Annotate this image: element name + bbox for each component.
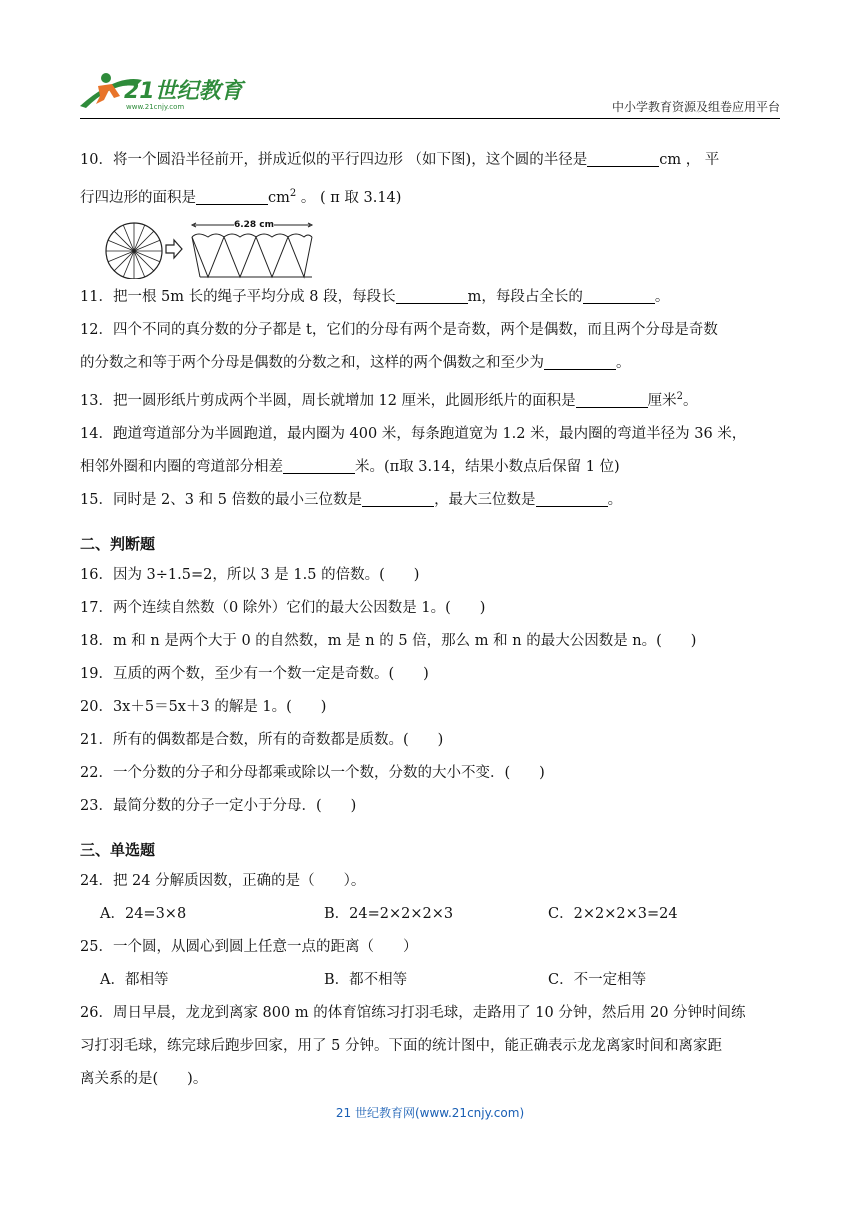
question-13: 13．把一圆形纸片剪成两个半圆，周长就增加 12 厘米，此圆形纸片的面积是 厘米$^2$。 — [80, 390, 698, 409]
answer-blank[interactable] — [283, 458, 355, 474]
parallelogram-icon — [192, 223, 312, 277]
question-26-cont2: 离关系的是( )。 — [80, 1070, 208, 1087]
question-14-cont: 相邻外圈和内圈的弯道部分相差 米。(π取 3.14，结果小数点后保留 1 位) — [80, 458, 620, 475]
page-header — [0, 0, 860, 120]
question-25-options — [80, 964, 782, 997]
question-26: 26．周日早晨，龙龙到离家 800 m 的体育馆练习打羽毛球，走路用了 10 分钟，然后用 20 分钟时间练 — [80, 1004, 746, 1021]
circle-figure-svg — [102, 215, 322, 279]
arrow-right-icon — [166, 240, 182, 258]
figure-length-label: 6.28 cm — [233, 219, 275, 230]
option-a[interactable]: A．24=3×8 — [100, 905, 187, 922]
answer-blank[interactable] — [544, 354, 616, 370]
question-11: 11．把一根 5m 长的绳子平均分成 8 段，每段长 m，每段占全长的 。 — [80, 288, 670, 305]
answer-blank[interactable] — [196, 189, 268, 205]
question-17: 17．两个连续自然数（0 除外）它们的最大公因数是 1。( ) — [80, 599, 486, 616]
exam-content — [80, 144, 782, 1096]
question-22: 22．一个分数的分子和分母都乘或除以一个数，分数的大小不变．( ) — [80, 764, 545, 781]
answer-blank[interactable] — [576, 392, 648, 408]
question-23: 23．最简分数的分子一定小于分母．( ) — [80, 797, 357, 814]
sector-circle-icon — [106, 223, 162, 279]
answer-blank[interactable] — [362, 491, 434, 507]
answer-blank[interactable] — [536, 491, 608, 507]
header-divider — [80, 118, 780, 119]
question-10-cont: 行四边形的面积是 $cm^2$ 。 ( π 取 3.14) — [80, 188, 402, 206]
logo-runner-head-icon — [101, 73, 111, 83]
question-26-cont: 习打羽毛球，练完球后跑步回家，用了 5 分钟。下面的统计图中，能正确表示龙龙离家时间和离家距 — [80, 1037, 722, 1054]
question-12: 12．四个不同的真分数的分子都是 t，它们的分母有两个是奇数，两个是偶数，而且两个分母是奇数 — [80, 321, 718, 338]
logo-text: 21世纪教育 — [124, 79, 243, 104]
question-19: 19．互质的两个数，至少有一个数一定是奇数。( ) — [80, 665, 429, 682]
answer-blank[interactable] — [396, 288, 468, 304]
logo — [76, 66, 246, 112]
option-c[interactable]: C．不一定相等 — [548, 971, 647, 988]
question-14: 14．跑道弯道部分为半圆跑道，最内圈为 400 米，每条跑道宽为 1.2 米，最内圈的弯道半径为 36 米， — [80, 425, 747, 442]
answer-blank[interactable] — [587, 152, 659, 168]
page-footer: 21 世纪教育网(www.21cnjy.com) — [335, 1106, 525, 1120]
question-24-options — [80, 898, 782, 931]
section-title-judge: 二、判断题 — [80, 534, 156, 553]
question-12-cont: 的分数之和等于两个分母是偶数的分数之和，这样的两个偶数之和至少为 。 — [80, 354, 631, 371]
platform-name: 中小学教育资源及组卷应用平台 — [611, 100, 780, 114]
question-10: 10．将一个圆沿半径前开，拼成近似的平行四边形 （如下图)，这个圆的半径是 cm ， 平 — [80, 152, 720, 168]
question-16: 16．因为 3÷1.5=2，所以 3 是 1.5 的倍数。( ) — [80, 566, 420, 583]
logo-url: www.21cnjy.com — [126, 103, 185, 111]
option-b[interactable]: B．24=2×2×2×3 — [324, 905, 454, 922]
question-20: 20．3x＋5＝5x＋3 的解是 1。( ) — [80, 698, 327, 715]
section-title-choice: 三、单选题 — [80, 840, 156, 859]
answer-blank[interactable] — [583, 288, 655, 304]
option-a[interactable]: A．都相等 — [100, 971, 169, 988]
question-21: 21．所有的偶数都是合数，所有的奇数都是质数。( ) — [80, 731, 444, 748]
circle-to-parallelogram-figure — [102, 215, 782, 279]
question-18: 18．m 和 n 是两个大于 0 的自然数，m 是 n 的 5 倍，那么 m 和 n 的最大公因数是 n。( ) — [80, 632, 697, 649]
option-c[interactable]: C．2×2×2×3=24 — [548, 905, 678, 922]
question-24: 24．把 24 分解质因数，正确的是（ ）。 — [80, 872, 366, 889]
option-b[interactable]: B．都不相等 — [324, 971, 408, 988]
question-25: 25．一个圆，从圆心到圆上任意一点的距离（ ） — [80, 938, 418, 955]
question-15: 15．同时是 2、3 和 5 倍数的最小三位数是 ，最大三位数是 。 — [80, 491, 623, 508]
